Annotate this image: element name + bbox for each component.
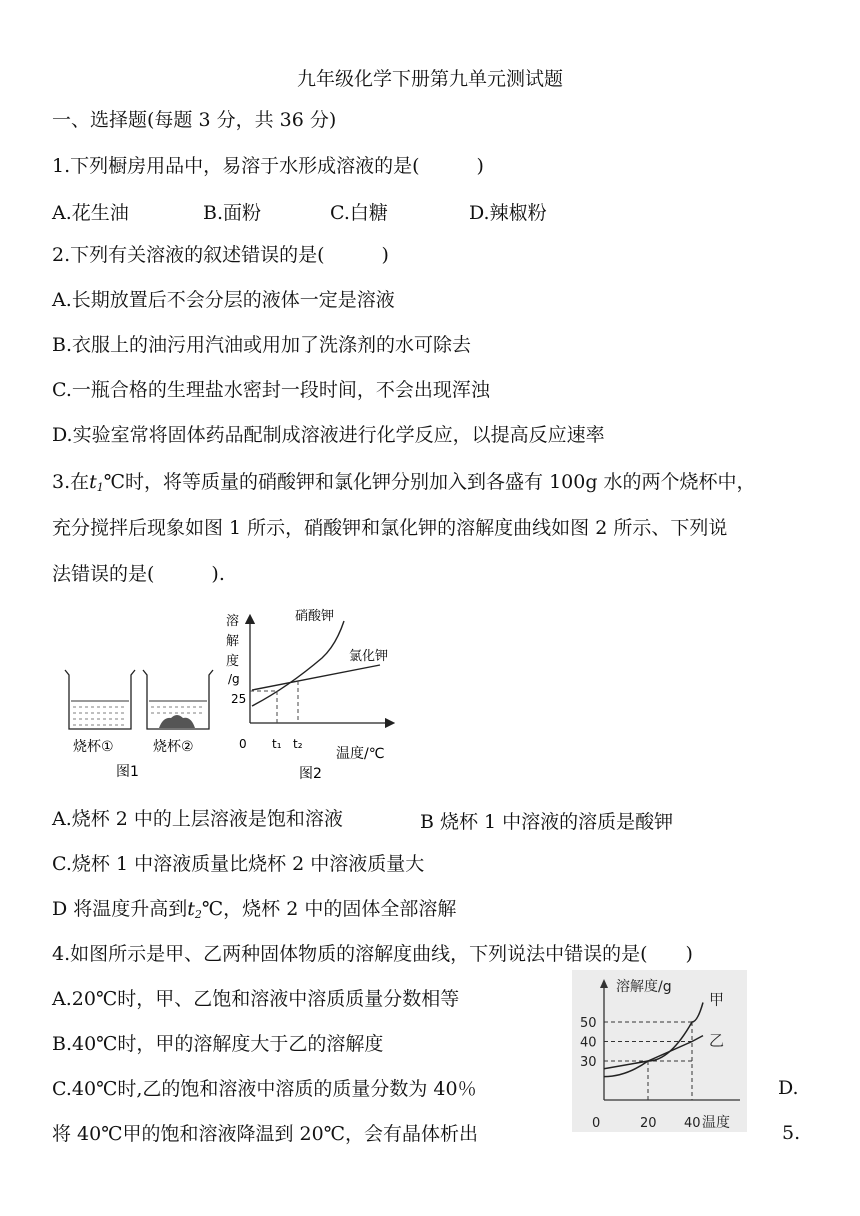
beaker-1 xyxy=(65,670,135,729)
q4-option-b: B.40℃时，甲的溶解度大于乙的溶解度 xyxy=(52,1033,384,1055)
q4-y-axis-arrow xyxy=(600,979,608,988)
figure-1-caption: 图1 xyxy=(116,764,139,780)
q2-option-d: D.实验室常将固体药品配制成溶液进行化学反应，以提高反应速率 xyxy=(52,424,605,446)
q4-y-tick-label: 50 xyxy=(580,1016,597,1031)
q4-chart-photo xyxy=(572,970,747,1132)
q4-option-a: A.20℃时，甲、乙饱和溶液中溶质质量分数相等 xyxy=(52,988,460,1010)
q4-xlabel: 温度 xyxy=(702,1115,730,1131)
fig2-curve-kno3 xyxy=(252,621,344,706)
q3-option-c: C.烧杯 1 中溶液质量比烧杯 2 中溶液质量大 xyxy=(52,853,425,875)
q4-x-tick-label: 0 xyxy=(592,1116,601,1131)
q3-option-d: D 将温度升高到$t_2℃$，烧杯 2 中的固体全部溶解 xyxy=(52,898,457,921)
fig2-xlabel: 温度/℃ xyxy=(336,746,385,762)
beaker-2 xyxy=(143,670,213,729)
fig2-ylabel-2: 解 xyxy=(226,634,240,649)
q1-option-c: C.白糖 xyxy=(330,202,388,224)
q4-ylabel: 溶解度/g xyxy=(616,979,672,995)
q3-stem-line2: 充分搅拌后现象如图 1 所示，硝酸钾和氯化钾的溶解度曲线如图 2 所示、下列说 xyxy=(52,517,728,539)
q4-option-c: C.40℃时,乙的饱和溶液中溶质的质量分数为 40％ xyxy=(52,1078,477,1100)
q3-option-a: A.烧杯 2 中的上层溶液是饱和溶液 xyxy=(52,808,343,830)
q2-option-c: C.一瓶合格的生理盐水密封一段时间，不会出现浑浊 xyxy=(52,379,490,401)
q4-option-d: 将 40℃甲的饱和溶液降温到 20℃，会有晶体析出 xyxy=(52,1123,478,1145)
beaker-1-label: 烧杯① xyxy=(73,739,114,755)
q4-x-tick-label: 20 xyxy=(640,1116,657,1131)
fig2-label-kno3: 硝酸钾 xyxy=(295,609,335,624)
fig2-label-kcl: 氯化钾 xyxy=(349,649,389,664)
q2-option-a: A.长期放置后不会分层的液体一定是溶液 xyxy=(52,289,395,311)
fig2-ylabel-3: 度 xyxy=(226,654,240,669)
beaker-2-label: 烧杯② xyxy=(153,739,194,755)
q4-series-label: 甲 xyxy=(709,990,725,1009)
q3-stem-line3: 法错误的是( ). xyxy=(52,563,225,585)
q4-stem: 4.如图所示是甲、乙两种固体物质的溶解度曲线，下列说法中错误的是( ) xyxy=(52,943,693,965)
fig2-ylabel-4: /g xyxy=(228,672,240,686)
figure-2-caption: 图2 xyxy=(299,766,322,782)
fig2-y-tick-25: 25 xyxy=(231,692,247,706)
q3-stem: 3.在$t_1℃$时，将等质量的硝酸钾和氯化钾分别加入到各盛有 100g 水的两个烧杯中， xyxy=(52,471,756,494)
q4-curve-yi xyxy=(604,1036,703,1069)
q1-stem: 1.下列橱房用品中，易溶于水形成溶液的是( ) xyxy=(52,155,484,177)
section-heading: 一、选择题(每题 3 分，共 36 分) xyxy=(52,109,337,131)
figure-2-solubility-chart xyxy=(222,603,412,793)
fig2-x-t1: t₁ xyxy=(272,737,282,751)
q5-number: 5. xyxy=(782,1122,801,1144)
q1-option-d: D.辣椒粉 xyxy=(469,202,547,224)
fig2-origin: 0 xyxy=(239,737,247,751)
fig2-x-t2: t₂ xyxy=(293,737,303,751)
q2-option-b: B.衣服上的油污用汽油或用加了洗涤剂的水可除去 xyxy=(52,334,472,356)
figure-1-beakers xyxy=(55,665,230,785)
q4-x-tick-label: 40 xyxy=(684,1116,701,1131)
q3-option-b: B 烧杯 1 中溶液的溶质是酸钾 xyxy=(420,811,674,833)
undissolved-solid xyxy=(159,715,195,728)
page-title: 九年级化学下册第九单元测试题 xyxy=(296,68,563,90)
q4-option-d-label: D. xyxy=(778,1077,799,1099)
q1-option-b: B.面粉 xyxy=(203,202,262,224)
q1-option-a: A.花生油 xyxy=(52,202,129,224)
q4-y-tick-label: 30 xyxy=(580,1055,597,1070)
fig2-curve-kcl xyxy=(252,665,380,690)
q4-y-tick-label: 40 xyxy=(580,1035,597,1051)
q4-series-label: 乙 xyxy=(709,1031,725,1050)
fig2-ylabel-1: 溶 xyxy=(226,614,240,629)
q4-solubility-chart xyxy=(572,970,747,1132)
q2-stem: 2.下列有关溶液的叙述错误的是( ) xyxy=(52,244,389,266)
